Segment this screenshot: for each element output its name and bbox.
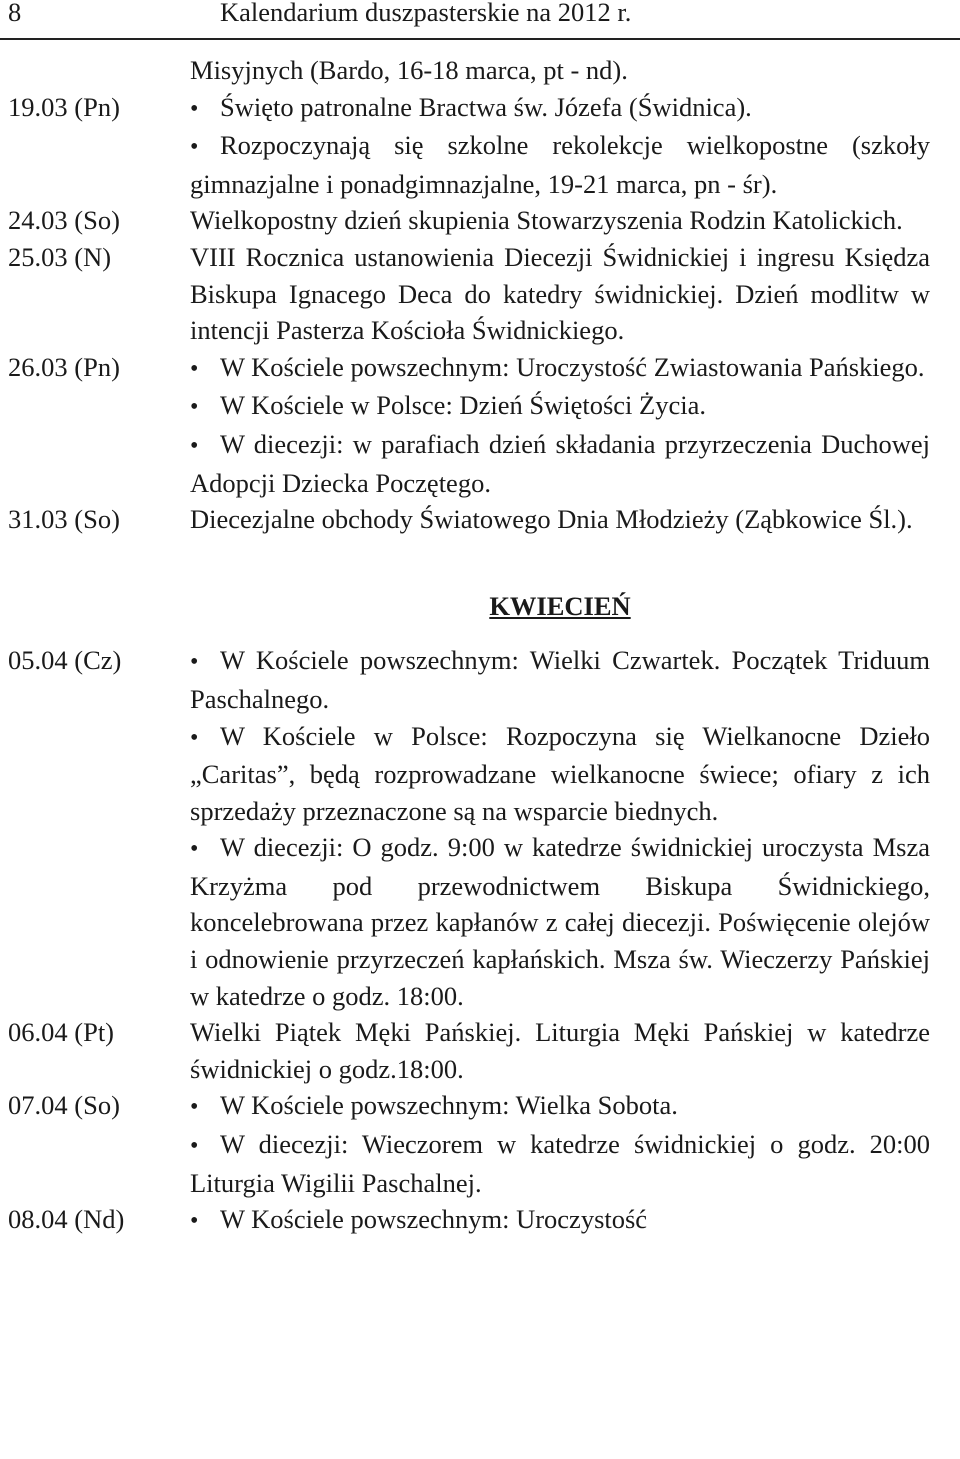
item-text: Diecezjalne obchody Światowego Dnia Młodzieży (Ząbkowice Śl.). (190, 504, 913, 535)
item-text: W diecezji: Wieczorem w katedrze świdnickiej o godz. 20:00 Liturgia Wigilii Paschalnej. (190, 1129, 930, 1198)
bullet-icon (190, 127, 220, 166)
entry-text (190, 202, 930, 239)
entry-date: 26.03 (Pn) (8, 351, 120, 382)
calendar-entry (0, 52, 930, 89)
item-text: W Kościele w Polsce: Rozpoczyna się Wielkanocne Dzieło „Caritas”, będą rozprowadzane wielkanocne świece; ofiary z ich sprzedaży przeznaczone są na wsparcie biednych. (190, 720, 930, 826)
calendar-entry (0, 239, 930, 349)
item-text: Misyjnych (Bardo, 16-18 marca, pt - nd). (190, 55, 628, 85)
bullet-icon (190, 426, 220, 465)
bullet-icon (190, 1087, 220, 1126)
entry-date: 08.04 (Nd) (8, 1204, 125, 1235)
bullet-item (190, 387, 930, 426)
bullet-icon (190, 89, 220, 128)
bullet-item (190, 127, 930, 202)
item-text: W Kościele w Polsce: Dzień Świętości Życia. (220, 390, 706, 421)
month-heading-april: KWIECIEŃ (489, 590, 631, 621)
bullet-icon (190, 1201, 220, 1240)
bullet-item (190, 89, 930, 128)
bullet-item (190, 426, 930, 501)
bullet-item (190, 349, 930, 388)
item-text: W diecezji: O godz. 9:00 w katedrze świdnickiej uroczysta Msza Krzyżma pod przewodnictwem Biskupa Świdnickiego, koncelebrowana przez kapłanów z całej diecezji. Poświęcenie olejów i odnowienie przyrzeczeń kapłańskich. Msza św. Wieczerzy Pańskiej w katedrze o godz. 18:00. (190, 832, 930, 1011)
entry-date: 07.04 (So) (8, 1090, 120, 1121)
bullet-item (190, 718, 930, 830)
bullet-icon (190, 1126, 220, 1165)
entry-text (190, 501, 930, 538)
calendar-entry (0, 1014, 930, 1087)
calendar-entry (0, 1201, 930, 1240)
bullet-item (190, 1126, 930, 1201)
bullet-item (190, 1087, 930, 1126)
calendar-entry (0, 1087, 930, 1201)
entry-date: 06.04 (Pt) (8, 1017, 114, 1048)
entry-text (190, 1014, 930, 1087)
bullet-icon (190, 829, 220, 868)
bullet-item (190, 1201, 930, 1240)
entry-date: 19.03 (Pn) (8, 91, 120, 122)
entry-date: 05.04 (Cz) (8, 645, 122, 676)
entry-text (190, 239, 930, 349)
item-text: W Kościele powszechnym: Uroczystość (220, 1204, 648, 1235)
running-title: Kalendarium duszpasterskie na 2012 r. (220, 0, 632, 27)
bullet-icon (190, 642, 220, 681)
bullet-icon (190, 718, 220, 757)
page-header (0, 0, 960, 40)
calendar-entry (0, 349, 930, 501)
bullet-item (190, 642, 930, 717)
calendar-entry (0, 89, 930, 203)
item-text: W Kościele powszechnym: Uroczystość Zwiastowania Pańskiego. (220, 351, 925, 382)
calendar-content (0, 52, 960, 1240)
entry-date: 31.03 (So) (8, 504, 120, 535)
entry-text (190, 52, 930, 89)
item-text: VIII Rocznica ustanowienia Diecezji Świdnickiej i ingresu Księdza Biskupa Ignacego Deca do katedry świdnickiej. Dzień modlitw w intencji Pasterza Kościoła Świdnickiego. (190, 241, 930, 346)
item-text: W diecezji: w parafiach dzień składania przyrzeczenia Duchowej Adopcji Dziecka Poczętego. (190, 428, 930, 498)
item-text: W Kościele powszechnym: Wielki Czwartek. Początek Triduum Paschalnego. (190, 645, 930, 714)
item-text: Wielkopostny dzień skupienia Stowarzyszenia Rodzin Katolickich. (190, 205, 903, 236)
april-section (0, 642, 960, 1240)
calendar-entry (0, 202, 930, 239)
march-section (0, 52, 960, 538)
item-text: Rozpoczynają się szkolne rekolekcje wielkopostne (szkoły gimnazjalne i ponadgimnazjalne, 19-21 marca, pn - śr). (190, 130, 930, 199)
page-number: 8 (8, 0, 22, 27)
item-text: Święto patronalne Bractwa św. Józefa (Świdnica). (220, 91, 752, 122)
item-text: Wielki Piątek Męki Pańskiej. Liturgia Męki Pańskiej w katedrze świdnickiej o godz.18:00. (190, 1017, 930, 1084)
bullet-icon (190, 387, 220, 426)
bullet-item (190, 829, 930, 1014)
bullet-icon (190, 349, 220, 388)
entry-date: 24.03 (So) (8, 205, 120, 236)
calendar-entry (0, 501, 930, 538)
item-text: W Kościele powszechnym: Wielka Sobota. (220, 1090, 678, 1121)
entry-date: 25.03 (N) (8, 241, 112, 272)
calendar-entry (0, 642, 930, 1014)
